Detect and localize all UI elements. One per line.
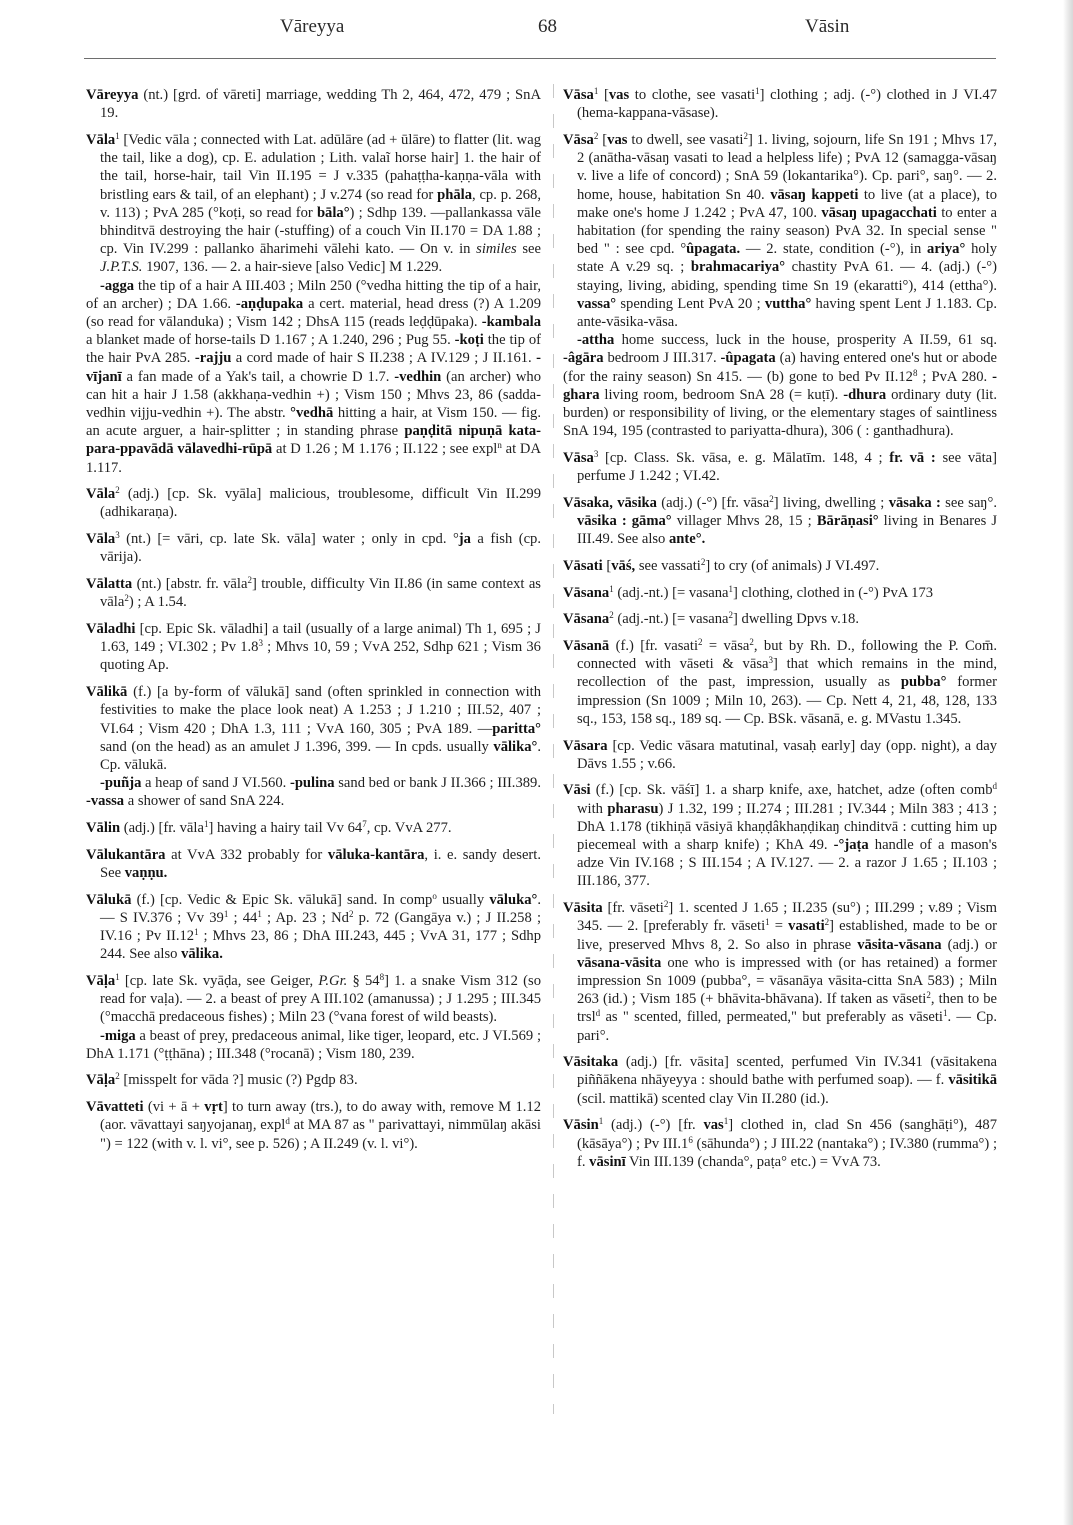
entry-text: (nt.) [= vāri, cp. late Sk. vāla] water ; only in cpd. ° <box>119 531 459 548</box>
compound-subentries <box>563 331 997 440</box>
bold-term: phāla <box>437 186 472 203</box>
superscript: 2 <box>824 917 830 928</box>
dictionary-entry <box>563 637 997 728</box>
column-divider <box>553 84 554 1414</box>
entry-headword: Vāsara <box>563 737 608 754</box>
entry-text: ] clothing ; adj. (-°) clothed in J VI.47 (hema-kappana-vāsase). <box>577 87 997 122</box>
dictionary-entry <box>86 485 541 521</box>
superscript: 2 <box>663 899 669 910</box>
superscript: d <box>285 1116 290 1127</box>
entry-text: chastity PvA 61. — 4. (adj.) (-°) staying, living, abiding, spending time Sn 19 (ekaratti°), 414 (ettha°). <box>577 259 997 294</box>
entry-headword: Vāsana <box>563 584 610 601</box>
entry-text: to dwell, see vasati <box>627 131 744 148</box>
bold-term: paritta° <box>492 720 541 737</box>
dictionary-entry <box>563 494 997 549</box>
superscript: 3 <box>768 655 773 666</box>
entry-text: (f.) [a by-form of vālukā] sand (often sprinkled in connection with festivities to make the place look neat) A 1.253 ; J 1.210 ; III.52, 407 ; VI.64 ; Vism 420 ; DhA 1.3, 111 ; VvA 160, 305 ; PvA 189. — <box>100 684 541 737</box>
superscript: 2 <box>749 636 754 647</box>
entry-text: villager Mhvs 28, 15 ; <box>671 512 817 529</box>
entry-text: ] to cry (of animals) J VI.497. <box>705 557 880 574</box>
superscript: d <box>992 781 997 792</box>
bold-term: bāla° <box>316 204 350 221</box>
entry-text: , cp. p. 268, v. 113) ; PvA 285 (°koṭi, so read for <box>100 186 541 221</box>
superscript: 2 <box>728 610 734 621</box>
superscript: 1 <box>203 819 209 830</box>
dictionary-entry <box>563 557 997 575</box>
bold-term: -koṭi <box>454 332 484 349</box>
entry-text: former impression (Sn 1009 ; Miln 10, 263). — Cp. Nett 4, 21, 48, 128, 133 sq., 153, 158 sq., 189 sq. — Cp. BSk. vāsanā, e. g. MVastu 1.345. <box>577 674 997 727</box>
entry-headword: Vāla <box>86 486 116 503</box>
entry-headword: Vāḷa <box>86 972 116 989</box>
entry-text: 1907, 136. — 2. a hair-sieve [also Vedic] M 1.229. <box>142 259 443 276</box>
bold-term: vāsaŋ kappeti <box>770 186 859 203</box>
entry-text: a blanket made of horse-tails D 1.167 ; A 1.240, 296 ; Pug 55. <box>86 332 455 349</box>
dictionary-entry <box>563 131 997 440</box>
entry-text: ] living, dwelling ; <box>773 494 889 511</box>
bold-term: vāsika : gāma° <box>577 512 672 529</box>
entry-text: [ <box>598 131 608 148</box>
page-number: 68 <box>538 16 557 37</box>
entry-text: (f.) [fr. vasati <box>609 637 699 654</box>
bold-term: ja <box>458 531 471 548</box>
entry-headword: Vāsita <box>563 900 603 917</box>
entry-text: ] established, made to be or live, preserved Mhvs 8, 2. So also in phrase <box>577 918 998 953</box>
entry-text: ] having a hairy tail Vv 64 <box>208 820 363 837</box>
bold-term: -rajju <box>194 350 232 367</box>
bold-term: vāluka° <box>489 891 538 908</box>
running-head-last-word: Vāsin <box>805 16 850 37</box>
superscript: 1 <box>728 583 734 594</box>
dictionary-entry <box>86 846 541 882</box>
bold-term: vasati <box>788 918 825 935</box>
bold-term: -vījanī <box>86 350 541 385</box>
entry-headword: Vāreyya <box>86 87 139 103</box>
entry-text: (f.) [cp. Sk. vāśī] 1. a sharp knife, axe, hatchet, adze (often comb <box>590 782 993 799</box>
entry-text: [Vedic vāla ; connected with Lat. adūlāre (ad + ūlāre) to flatter (lit. wag the tail, like a dog), cp. E. adulation ; Lith. valaĩ horse hair] 1. the hair of the tail, horse-hair, tail Vin II.195 = J v.335 (pahaṭṭha-kaṇṇa-vāla with bristling ears & tail, of an elephant) ; J v.274 (so read for <box>100 131 541 203</box>
entry-text: at DA 1.117. <box>86 441 541 476</box>
entry-text: the tip of the hair PvA 285. <box>86 332 541 367</box>
superscript: 2 <box>743 130 748 141</box>
bold-term: -puñja <box>100 775 142 792</box>
entry-text: ; PvA 280. <box>917 368 993 385</box>
superscript: 2 <box>769 493 774 504</box>
bold-term: vāluka-kantāra <box>327 846 425 863</box>
dictionary-entry <box>86 530 541 566</box>
bold-term: vāsita-vāsana <box>857 936 942 953</box>
superscript: 1 <box>765 917 770 928</box>
superscript: 2 <box>247 575 252 586</box>
entry-text: (adj.-nt.) [= vasana <box>613 611 729 628</box>
bold-term: ariya° <box>927 241 966 258</box>
italic-text: similes <box>476 241 517 258</box>
entry-text: ordinary duty (lit. burden) or responsibility of living, or the elementary stages of saintliness SnA 194, 195 (contrasted to pariyatta-dhura), 306 ( : ganthadhura). <box>563 386 997 440</box>
bold-term: vuttha° <box>764 295 812 312</box>
bold-term: -miga <box>100 1027 136 1044</box>
bold-term: -vedhin <box>394 368 442 385</box>
entry-text: . Cp. vālukā. <box>100 738 541 773</box>
entry-text: sand (on the head) as an amulet J 1.396, 399. — In cpds. usually <box>100 738 494 755</box>
entry-text: ] trouble, difficulty Vin II.86 (in same context as vāla <box>100 576 541 611</box>
entry-text: [ <box>598 87 609 103</box>
bold-term: vāś, <box>611 557 636 574</box>
bold-term: vaṇṇu. <box>124 864 168 881</box>
entry-text: with <box>577 800 608 817</box>
entry-text: [cp. Class. Sk. vāsa, e. g. Mālatīm. 148, 4 ; <box>598 449 890 466</box>
entry-text: ; Mhvs 23, 86 ; DhA III.243, 445 ; VvA 31, 177 ; Sdhp 244. See also <box>100 928 541 963</box>
entry-text: (adj.) (-°) [fr. vāsa <box>656 494 770 511</box>
entry-text: (nt.) [abstr. fr. vāla <box>132 576 248 593</box>
entry-text: (adj.) [fr. vāsita] scented, perfumed Vin IV.341 (vāsitakena piññākena nhāyeyya : should bathe with perfumed soap). — f. <box>577 1054 997 1089</box>
entry-text: ] clothed in, clad Sn 456 (sanghāṭi°), 487 (kāsāya°) ; Pv III.1 <box>577 1117 997 1152</box>
entry-text: ] dwelling Dpvs v.18. <box>733 611 859 628</box>
entry-text: ] clothing, clothed in (-°) PvA 173 <box>733 584 934 601</box>
superscript: 2 <box>348 908 354 919</box>
entry-text: living in Benares J III.49. See also <box>577 512 997 548</box>
entry-headword: Vālukantāra <box>86 846 166 863</box>
entry-text: = vāsa <box>702 637 750 654</box>
bold-term: -vassa <box>86 793 125 810</box>
superscript: 1 <box>755 86 760 96</box>
dictionary-entry <box>563 86 997 122</box>
bold-term: -°jaṭa <box>833 837 869 854</box>
entry-text: to live (at a place), to make one's home J 1.242 ; PvA 47, 100. <box>577 186 998 221</box>
superscript: 1 <box>942 1008 948 1019</box>
entry-text: as " scented, filled, permeated," but preferably as vāseti <box>600 1009 943 1026</box>
compound-subentries <box>86 277 541 477</box>
superscript: 2 <box>700 556 706 567</box>
entry-text: ; Ap. 23 ; Nd <box>261 909 349 926</box>
bold-term: -pulina <box>289 775 335 792</box>
entry-text: living room, bedroom SnA 28 (= kuṭī). <box>599 386 844 403</box>
dictionary-entry <box>86 86 541 122</box>
entry-text: — 2. state, condition (-°), in <box>740 241 928 258</box>
entry-text: ) ; A 1.54. <box>128 594 187 611</box>
bold-term: paṇḍitā nipuṇā kata-para-ppavādā vālavedhi-rūpā <box>86 423 541 458</box>
bold-term: vas <box>607 131 628 148</box>
entry-text: [fr. vāseti <box>602 900 664 917</box>
entry-text: usually <box>436 891 490 908</box>
entry-text: [ <box>602 557 612 574</box>
superscript: o <box>432 890 437 901</box>
entry-headword: Vāsin <box>563 1117 599 1134</box>
entry-headword: Vāsanā <box>563 637 610 654</box>
superscript: 1 <box>194 927 199 938</box>
entry-headword: Vālatta <box>86 576 133 593</box>
entry-headword: Vālin <box>86 820 121 837</box>
bold-term: vālika. <box>181 946 223 963</box>
entry-text: handle of a mason's adze Vin IV.168 ; S III.154 ; A IV.127. — 2. a razor J 1.65 ; II.103 ; III.186, 377. <box>577 837 997 890</box>
entry-text: (adj.) or <box>941 936 998 953</box>
entry-headword: Vāsa <box>563 131 594 148</box>
bold-term: -ûpagata <box>720 350 776 367</box>
entry-text: holy state A v.29 sq. ; <box>577 241 998 276</box>
bold-term: fr. vā : <box>889 449 936 466</box>
dictionary-entry <box>563 449 997 485</box>
dictionary-entry <box>563 1053 997 1108</box>
entry-text: , but by Rh. D., following the P. Com̄. connected with vāseti & vāsa <box>577 637 997 673</box>
superscript: 2 <box>698 636 703 647</box>
entry-text: , cp. VvA 277. <box>366 820 452 837</box>
entry-headword: Vāsaka, vāsika <box>563 494 657 511</box>
entry-text: see vāta] perfume J 1.242 ; VI.42. <box>577 449 997 485</box>
entry-headword: Vāladhi <box>86 620 136 637</box>
entry-text: ] that which remains in the mind, recollection of the past, impression, usually as <box>577 656 998 691</box>
bold-term: vassa° <box>577 295 617 312</box>
bold-term: vālika° <box>493 738 538 755</box>
superscript: 3 <box>115 530 120 541</box>
bold-term: pubba° <box>900 674 947 691</box>
entry-text: (an archer) who can hit a hair J 1.58 (akkhaṇa-vedhin +) ; Vism 150 ; Mhvs 23, 86 (sadda-vedhin vijju-vedhin +). The abstr. <box>86 368 541 421</box>
entry-text: bedroom J III.317. <box>603 350 721 367</box>
superscript: 1 <box>223 908 229 919</box>
entry-headword: Vālukā <box>86 891 132 908</box>
entry-text: (sāhunda°) ; J III.22 (nantaka°) ; IV.380 (rumma°) ; f. <box>577 1135 998 1170</box>
superscript: 8 <box>912 367 918 378</box>
entry-headword: Vāḷa <box>86 1072 116 1089</box>
entry-headword: Vāsana <box>563 611 610 628</box>
dictionary-entry <box>563 737 997 773</box>
bold-term: ûpagata. <box>686 241 741 258</box>
entry-text: . — Cp. pari°. <box>577 1009 998 1044</box>
entry-text: ; Mhvs 10, 59 ; VvA 252, Sdhp 621 ; Vism 36 quoting Ap. <box>100 639 541 674</box>
entry-headword: Vāsa <box>563 87 594 103</box>
entry-text: ] to turn away (trs.), to do away with, remove M 1.12 (aor. vāvattayi saŋyojanaŋ, expl <box>100 1099 541 1134</box>
dictionary-entry <box>563 1116 997 1171</box>
superscript: 2 <box>593 130 599 141</box>
dictionary-entry <box>563 610 997 628</box>
entry-headword: Vāsa <box>563 449 594 466</box>
entry-text: at MA 87 as " parivattayi, nimmūlaŋ akāsi ") = 122 (with v. l. vi°, see p. 526) ; A II.249 (v. l. vi°). <box>100 1117 541 1152</box>
bold-term: vāsana-vāsita <box>577 954 662 971</box>
superscript: 2 <box>609 610 614 621</box>
entry-text: [cp. Epic Sk. vāladhi] a tail (usually of a large animal) Th 1, 695 ; J 1.63, 149 ; VI.302 ; Pv 1.8 <box>100 620 541 656</box>
compound-subentries <box>86 1027 541 1063</box>
entry-text: spending Lent PvA 20 ; <box>616 295 765 312</box>
entry-text: ; 44 <box>228 909 258 926</box>
superscript: n <box>497 440 502 451</box>
superscript: 2 <box>124 593 129 604</box>
entry-headword: Vāvatteti <box>86 1099 144 1116</box>
superscript: 7 <box>362 819 367 830</box>
entry-text: ) ; Sdhp 139. —pallankassa vāle bhinditvā destroying the hair (-stuffing) of a couch Vin II.170 = DA 1.88 ; cp. Vin IV.299 : pallanko āharimehi vālehi kato. — On v. in <box>100 204 541 258</box>
bold-term: -dhura <box>843 386 887 403</box>
bold-term: Bārāṇasi° <box>816 512 879 529</box>
entry-text: the tip of a hair A III.403 ; Miln 250 (°vedha hitting the tip of a hair, of an archer) ; DA 1.66. <box>86 277 541 312</box>
superscript: 2 <box>926 990 931 1001</box>
entry-text: [misspelt for vāda ?] music (?) Pgdp 83. <box>119 1072 358 1089</box>
right-column <box>563 86 997 1179</box>
entry-headword: Vāla <box>86 531 116 548</box>
dictionary-entry <box>86 683 541 810</box>
entry-text: § 54 <box>347 972 380 989</box>
bold-term: -ghara <box>563 368 997 403</box>
entry-text: a heap of sand J VI.560. <box>141 775 290 792</box>
compound-subentries <box>86 774 541 810</box>
entry-text: (a) having entered one's hut or abode (for the rainy season) Sn 415. — (b) gone to bed Pv II.12 <box>563 350 997 385</box>
bold-term: ante°. <box>669 531 706 548</box>
entry-text: at VvA 332 probably for <box>165 846 328 863</box>
entry-text: hitting a hair, at Vism 150. — fig. an acute arguer, a hair-splitter ; in standing phrase <box>86 404 541 440</box>
entry-text: (adj.) [fr. vāla <box>120 820 204 837</box>
bold-term: vṛt <box>204 1099 223 1116</box>
dictionary-entry <box>563 781 997 890</box>
superscript: 1 <box>593 86 599 96</box>
entry-text: ) J 1.32, 199 ; II.274 ; III.281 ; IV.344 ; Miln 383 ; 413 ; DhA 1.178 (tikhiṇā vāsiyā khaṇḍâkhaṇḍikaŋ chinditvā : cutting him up piecemeal with a sharp knife) ; KhA 49. <box>577 800 998 854</box>
bold-term: vas <box>703 1117 724 1134</box>
entry-text: a fish (cp. vārija). <box>100 531 541 566</box>
dictionary-entry <box>86 1071 541 1089</box>
superscript: d <box>595 1008 601 1019</box>
bold-term: vas <box>608 87 630 103</box>
entry-text: a shower of sand SnA 224. <box>124 793 285 810</box>
header-rule <box>84 58 996 59</box>
entry-text: [cp. Vedic vāsara matutinal, vasaḥ early] day (opp. night), a day Dāvs 1.55 ; v.66. <box>577 737 997 772</box>
bold-term: -âgāra <box>563 350 604 367</box>
superscript: 8 <box>379 971 385 982</box>
entry-text: one who is impressed with (or has retained) a former impression Sn 1009 (pubba°, = vāsanāya vāsita-citta SnA 583) ; Miln 263 (id.) ; Vism 185 (+ bhāvita-bhāvana). If taken as vāseti <box>577 954 997 1008</box>
entry-text: sand bed or bank J II.366 ; III.389. <box>334 775 541 792</box>
entry-text: at D 1.26 ; M 1.176 ; II.122 ; see expl <box>272 441 498 458</box>
page-binding-shadow <box>1063 0 1073 1525</box>
entry-text: having spent Lent J 1.183. Cp. ante-vāsika-vāsa. <box>577 295 997 330</box>
superscript: 1 <box>257 908 262 919</box>
entry-text: ] 1. scented J 1.65 ; II.235 (su°) ; III.299 ; v.89 ; Vism 345. — 2. [preferably fr. vāseti <box>577 900 997 935</box>
superscript: 1 <box>115 130 120 141</box>
entry-text: home success, luck in the house, prosperity A II.59, 61 sq. <box>614 332 997 349</box>
entry-headword: Vāsati <box>563 557 603 574</box>
entry-text: , i. e. sandy desert. See <box>100 846 541 881</box>
bold-term: vāsinī <box>589 1153 626 1170</box>
entry-headword: Vāsi <box>563 782 591 799</box>
entry-headword: Vāsitaka <box>563 1054 619 1071</box>
superscript: 2 <box>115 1071 120 1082</box>
bold-term: vāsaŋ upagacchati <box>821 204 937 221</box>
italic-text: J.P.T.S. <box>100 259 143 276</box>
running-head <box>84 16 1004 46</box>
entry-text: (scil. mattikā) scented clay Vin II.280 (id.). <box>577 1090 829 1107</box>
entry-text: see <box>516 241 541 258</box>
entry-text: to enter a habitation (for spending the rainy season) PvA 32. In special sense " bed " : see cpd. ° <box>577 204 997 258</box>
italic-text: P.Gr. <box>318 972 348 989</box>
entry-text: a cert. material, head dress (?) A 1.209 (so read for vālanduka) ; Vism 142 ; DhsA 115 (reads leḍḍūpaka). <box>86 295 541 330</box>
dictionary-entry <box>86 131 541 477</box>
entry-text: (f.) [cp. Vedic & Epic Sk. vālukā] sand. In comp <box>131 891 433 908</box>
bold-term: -kambala <box>481 313 541 330</box>
dictionary-entry <box>563 899 997 1045</box>
entry-text: ] 1. a snake Vism 312 (so read for vaḷa). — 2. a beast of prey A III.102 (amanussa) ; J 1.295 ; III.345 (°macchā predaceous fishes) ; Miln 23 (°vana forest of wild beasts). <box>100 972 541 1026</box>
dictionary-entry <box>86 620 541 675</box>
dictionary-entry <box>563 584 997 602</box>
entry-text: , then to be trsl <box>577 991 997 1026</box>
entry-text: (adj.) [cp. Sk. vyāla] malicious, troublesome, difficult Vin II.299 (adhikaraṇa). <box>100 486 541 521</box>
dictionary-entry <box>86 1098 541 1153</box>
entry-text: [cp. late Sk. vyāḍa, see Geiger, <box>119 972 319 989</box>
entry-text: a cord made of hair S II.238 ; A IV.129 ; J II.161. <box>231 350 537 367</box>
entry-text: (adj.) (-°) [fr. <box>603 1117 704 1134</box>
bold-term: -agga <box>100 277 135 294</box>
entry-text: ] 1. living, sojourn, life Sn 191 ; Mhvs 17, 2 (anātha-vāsaŋ vasati to lead a helpless life) ; PvA 12 (samagga-vāsaŋ v. live a life of concord) ; SnA 59 (lokantarika°). Cp. pari°, saŋ°. — 2. home, house, habitation Sn 40. <box>577 131 997 203</box>
dictionary-entry <box>86 891 541 964</box>
entry-text: see saŋ°. <box>940 494 997 511</box>
entry-text: = <box>769 918 789 935</box>
dictionary-entry <box>86 575 541 611</box>
entry-text: see vassati <box>635 557 701 574</box>
entry-text: (nt.) [grd. of vāreti] marriage, wedding Th 2, 464, 472, 479 ; SnA 19. <box>100 87 541 122</box>
bold-term: °vedhā <box>290 404 334 421</box>
entry-text: (adj.-nt.) [= vasana <box>613 584 729 601</box>
bold-term: vāsitikā <box>948 1072 997 1089</box>
superscript: 1 <box>598 1116 604 1127</box>
entry-text: p. 72 (Gangāya v.) ; J II.258 ; IV.16 ; Pv II.12 <box>100 909 541 945</box>
running-head-first-word: Vāreyya <box>280 16 345 37</box>
entry-headword: Vāla <box>86 131 116 148</box>
bold-term: vāsaka : <box>888 494 941 511</box>
left-column <box>86 86 541 1161</box>
bold-term: -attha <box>577 332 615 349</box>
bold-term: pharasu <box>607 800 659 817</box>
bold-term: -aṇḍupaka <box>235 295 304 312</box>
bold-term: brahmacariya° <box>690 259 786 276</box>
entry-text: a beast of prey, predaceous animal, like tiger, leopard, etc. J VI.569 ; DhA 1.171 (°ṭṭhāna) ; III.348 (°rocanā) ; Vism 180, 239. <box>86 1027 541 1062</box>
superscript: 6 <box>688 1134 693 1145</box>
entry-headword: Vālikā <box>86 684 128 701</box>
superscript: 3 <box>258 638 263 649</box>
entry-text: . — S IV.376 ; Vv 39 <box>100 891 541 926</box>
superscript: 1 <box>115 971 120 982</box>
entry-text: a fan made of a Yak's tail, a chowrie D 1.7. <box>121 368 395 385</box>
entry-text: Vin III.139 (chanda°, paṭa° etc.) = VvA 73. <box>625 1153 881 1170</box>
entry-text: (vi + ā + <box>143 1099 205 1116</box>
superscript: 1 <box>723 1116 729 1127</box>
superscript: 3 <box>593 448 599 459</box>
dictionary-entry <box>86 972 541 1063</box>
dictionary-entry <box>86 819 541 837</box>
superscript: 1 <box>609 583 614 594</box>
entry-text: to clothe, see vasati <box>629 87 756 103</box>
superscript: 2 <box>115 485 120 496</box>
